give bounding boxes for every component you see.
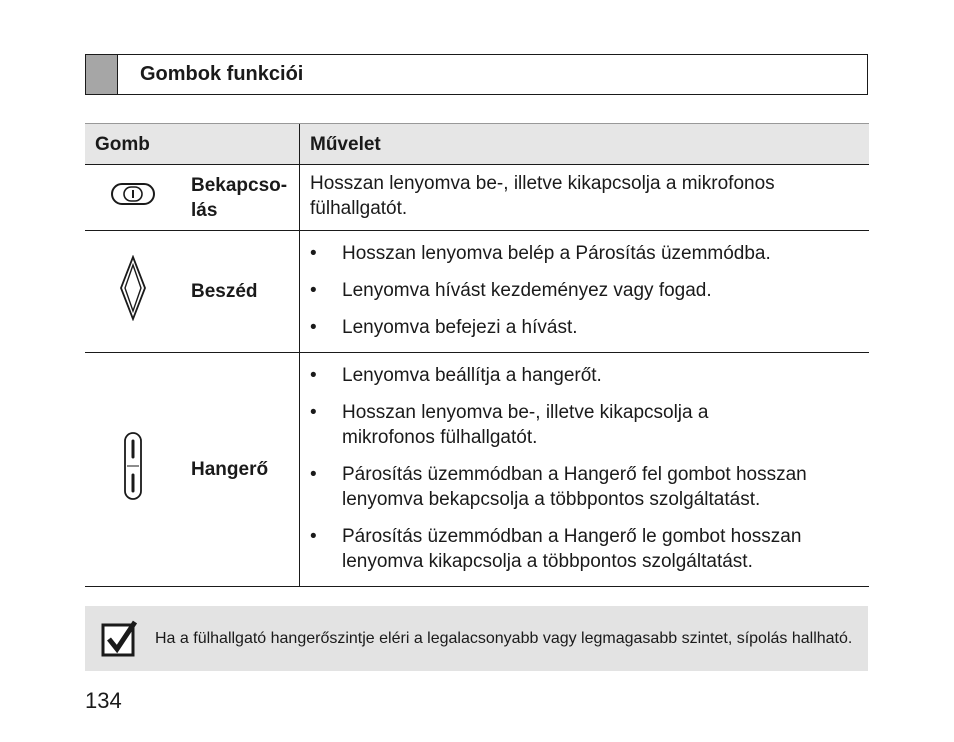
table-row xyxy=(85,231,869,353)
section-marker xyxy=(86,55,118,94)
section-header xyxy=(85,54,868,95)
list-item: • Lenyomva beállítja a hangerőt. xyxy=(310,363,863,388)
list-item: • Hosszan lenyomva be-, illetve kikapcsolja a mikrofonos fülhallgatót. xyxy=(310,400,863,450)
button-functions-table xyxy=(85,123,869,587)
icon-cell xyxy=(85,353,180,587)
action-list xyxy=(310,363,863,574)
action-cell xyxy=(300,353,870,587)
list-item: • Lenyomva befejezi a hívást. xyxy=(310,315,863,340)
table-row xyxy=(85,353,869,587)
button-name: Hangerő xyxy=(180,353,300,587)
table-row xyxy=(85,165,869,231)
power-button-icon xyxy=(110,181,156,207)
volume-button-icon xyxy=(123,431,143,501)
note-box xyxy=(85,606,868,671)
button-name-line2: lás xyxy=(191,199,218,221)
section-title: Gombok funkciói xyxy=(140,63,304,85)
header-button: Gomb xyxy=(85,124,300,165)
list-item: • Hosszan lenyomva belép a Párosítás üzemmódba. xyxy=(310,241,863,266)
icon-cell xyxy=(85,165,180,231)
button-name: Beszéd xyxy=(180,231,300,353)
talk-button-icon xyxy=(118,255,148,321)
action-cell xyxy=(300,231,870,353)
action-text: Hosszan lenyomva be-, illetve kikapcsolja a mikrofonos fülhallgatót. xyxy=(310,173,775,219)
header-action: Művelet xyxy=(300,124,870,165)
action-cell xyxy=(300,165,870,231)
button-name-line1: Bekapcso- xyxy=(191,174,288,196)
list-item: • Lenyomva hívást kezdeményez vagy fogad. xyxy=(310,278,863,303)
list-item: • Párosítás üzemmódban a Hangerő le gombot hosszan lenyomva kikapcsolja a többpontos szolgáltatást. xyxy=(310,524,863,574)
checkbox-check-icon xyxy=(101,619,139,659)
icon-cell xyxy=(85,231,180,353)
list-item: • Párosítás üzemmódban a Hangerő fel gombot hosszan lenyomva bekapcsolja a többpontos szolgáltatást. xyxy=(310,462,863,512)
button-name xyxy=(180,165,300,231)
action-list xyxy=(310,241,863,340)
page-number: 134 xyxy=(85,688,122,713)
table-header-row xyxy=(85,124,869,165)
note-text: Ha a fülhallgató hangerőszintje eléri a legalacsonyabb vagy legmagasabb szintet, sípolás hallható. xyxy=(155,629,853,647)
